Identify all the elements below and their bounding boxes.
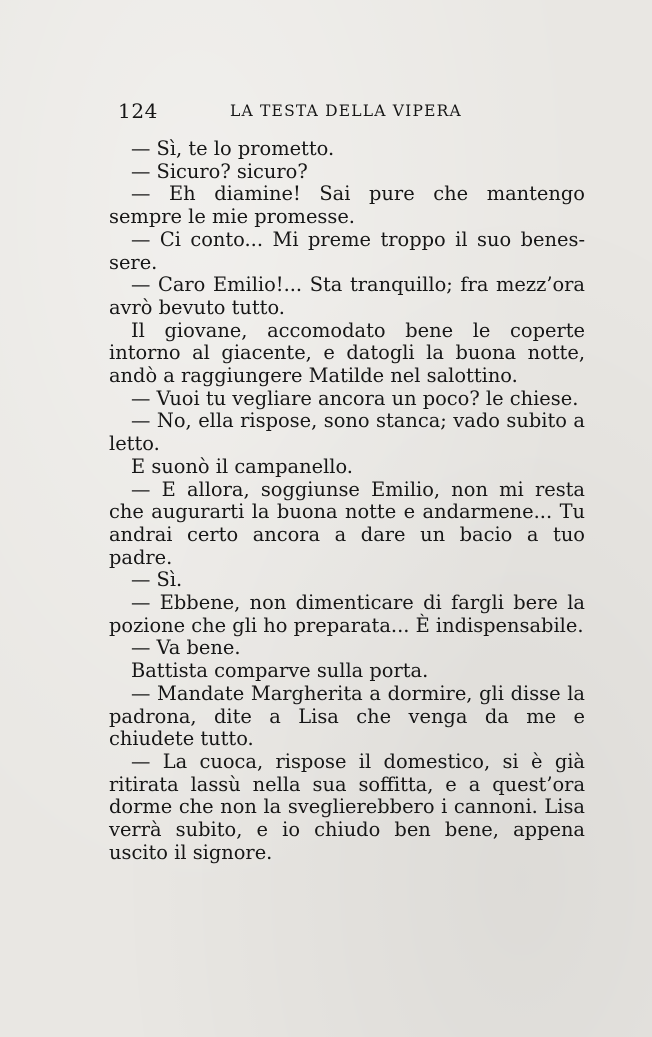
paragraph: — Ci conto... Mi preme troppo il suo benessere. bbox=[109, 227, 585, 274]
paragraph: E suonò il campanello. bbox=[131, 454, 353, 478]
paragraph: — Sì. bbox=[131, 568, 183, 592]
paragraph: — Vuoi tu vegliare ancora un poco? le chiese. bbox=[131, 386, 579, 410]
paragraph: — Mandate Margherita a dormire, gli disse la padrona, dite a Lisa che venga da me e chiudete tutto. bbox=[109, 681, 585, 751]
paragraph: — Ebbene, non dimenticare di fargli bere la pozione che gli ho preparata... È indispensabile. bbox=[109, 591, 585, 637]
paragraph: Battista comparve sulla porta. bbox=[131, 659, 429, 683]
body-text bbox=[109, 138, 585, 865]
paragraph: — Sicuro? sicuro? bbox=[131, 159, 308, 183]
paragraph: — Va bene. bbox=[131, 636, 241, 660]
paragraph: — Eh diamine! Sai pure che mantengo sempre le mie promesse. bbox=[109, 182, 585, 229]
paragraph: — Sì, te lo prometto. bbox=[131, 137, 335, 160]
paragraph: — E allora, soggiunse Emilio, non mi resta che augurarti la buona notte e andarmene... Tu andrai certo ancora a dare un bacio a tuo padre. bbox=[109, 477, 585, 569]
paragraph: — No, ella rispose, sono stanca; vado subito a letto. bbox=[109, 409, 585, 456]
page-header bbox=[118, 99, 478, 125]
running-title: LA TESTA DELLA VIPERA bbox=[230, 102, 462, 120]
page-number: 124 bbox=[118, 99, 158, 123]
paragraph: Il giovane, accomodato bene le coperte intorno al giacente, e datogli la buona notte, andò a raggiungere Matilde nel salottino. bbox=[109, 318, 585, 388]
paragraph: — Caro Emilio!... Sta tranquillo; fra mezz’ora avrò bevuto tutto. bbox=[109, 273, 585, 319]
paragraph: — La cuoca, rispose il domestico, si è già ritirata lassù nella sua soffitta, e a quest’ora dorme che non la sveglierebbero i cannoni. Lisa verrà subito, e io chiudo ben bene, appena uscito il signore. bbox=[109, 749, 585, 864]
